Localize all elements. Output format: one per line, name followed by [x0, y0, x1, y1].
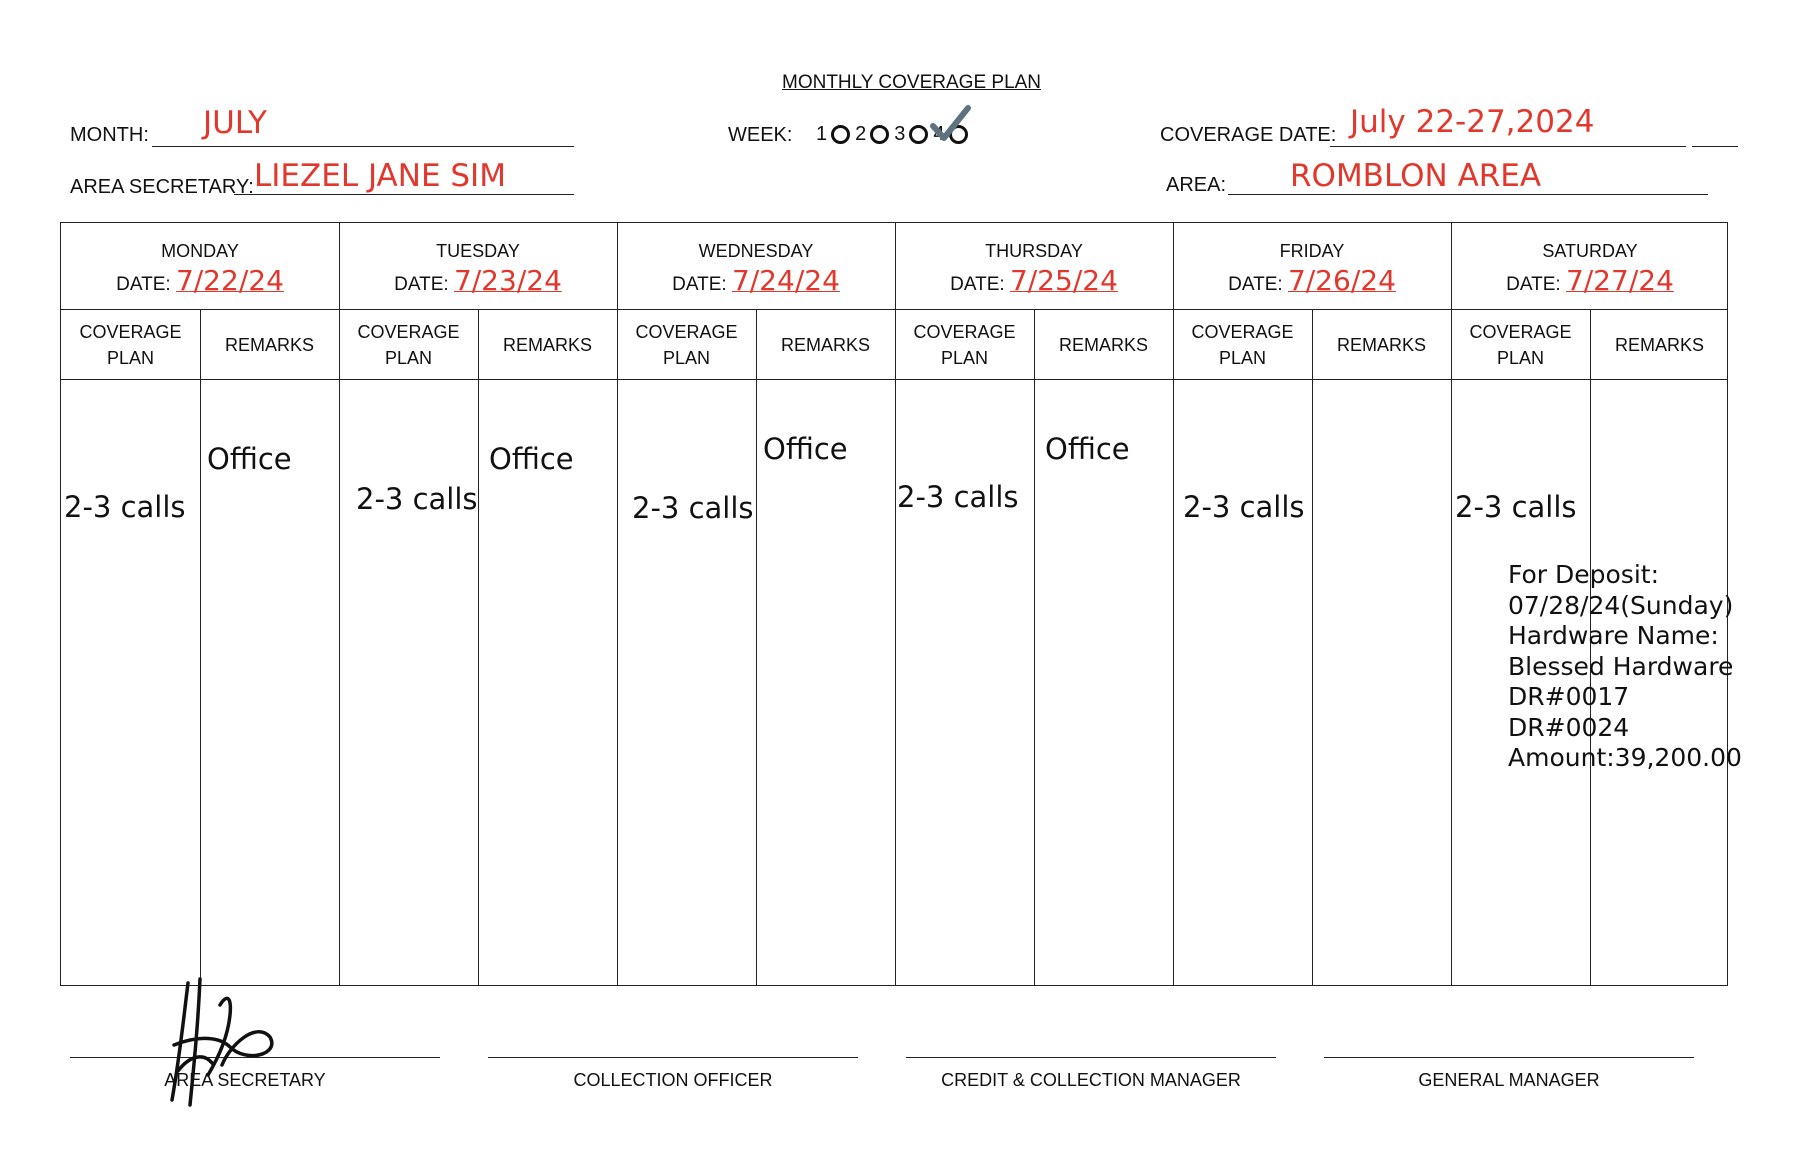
day-name: MONDAY: [161, 241, 239, 261]
day-name: FRIDAY: [1279, 241, 1345, 261]
signature-label-collection-officer: COLLECTION OFFICER: [573, 1070, 773, 1090]
area-secretary-value[interactable]: LIEZEL JANE SIM: [254, 158, 506, 194]
wednesday-remarks[interactable]: Office: [763, 432, 848, 466]
signature-line-collection-officer[interactable]: [488, 1057, 858, 1058]
coverage-plan-header: COVERAGE PLAN: [1469, 322, 1572, 368]
remarks-header: REMARKS: [224, 335, 314, 355]
date-value[interactable]: 7/23/24: [453, 264, 562, 297]
thursday-remarks[interactable]: Office: [1045, 432, 1130, 466]
week-option-2-radio[interactable]: [870, 125, 889, 144]
week-label: WEEK:: [728, 124, 793, 146]
deposit-note-line: For Deposit:: [1508, 560, 1660, 589]
deposit-note-line: DR#0017: [1508, 682, 1630, 711]
week-option-4-label: 4: [933, 123, 945, 145]
area-secretary-label: AREA SECRETARY:: [70, 176, 254, 198]
day-name: SATURDAY: [1542, 241, 1638, 261]
date-value[interactable]: 7/22/24: [175, 264, 284, 297]
remarks-header: REMARKS: [1614, 335, 1704, 355]
day-header-wednesday: [617, 241, 895, 297]
signature-label-credit-collection-manager: CREDIT & COLLECTION MANAGER: [941, 1070, 1241, 1090]
signature-label-general-manager: GENERAL MANAGER: [1418, 1070, 1600, 1090]
tuesday-plan[interactable]: 2-3 calls: [356, 482, 478, 516]
week-option-1-radio[interactable]: [831, 125, 850, 144]
remarks-header: REMARKS: [1336, 335, 1426, 355]
remarks-header: REMARKS: [502, 335, 592, 355]
sub-divider: [1034, 309, 1035, 985]
deposit-note-line: Blessed Hardware: [1508, 651, 1734, 681]
area-underline: [1228, 194, 1708, 195]
table-row-divider: [61, 309, 1727, 310]
coverage-date-underline-end: [1692, 146, 1738, 147]
remarks-header: REMARKS: [1058, 335, 1148, 355]
thursday-plan[interactable]: 2-3 calls: [897, 480, 1019, 514]
coverage-table: [60, 222, 1728, 986]
day-header-monday: [61, 241, 339, 297]
coverage-date-label: COVERAGE DATE:: [1160, 124, 1337, 146]
area-value[interactable]: ROMBLON AREA: [1290, 158, 1542, 194]
coverage-plan-header: COVERAGE PLAN: [357, 322, 460, 368]
month-label: MONTH:: [70, 124, 149, 146]
sub-divider: [756, 309, 757, 985]
month-value[interactable]: JULY: [203, 105, 267, 141]
sub-divider: [200, 309, 201, 985]
date-label: DATE:: [394, 274, 449, 295]
monday-plan[interactable]: 2-3 calls: [64, 490, 186, 524]
signature-label-area-secretary: AREA SECRETARY: [164, 1070, 326, 1090]
deposit-note[interactable]: [1508, 560, 1742, 774]
coverage-plan-header: COVERAGE PLAN: [79, 322, 182, 368]
friday-plan[interactable]: 2-3 calls: [1183, 490, 1305, 524]
week-option-3-radio[interactable]: [909, 125, 928, 144]
table-row-divider: [61, 379, 1727, 380]
day-header-tuesday: [339, 241, 617, 297]
date-value[interactable]: 7/25/24: [1009, 264, 1118, 297]
coverage-date-value[interactable]: July 22-27,2024: [1350, 104, 1595, 140]
date-label: DATE:: [672, 274, 727, 295]
day-name: THURSDAY: [985, 241, 1083, 261]
month-underline: [152, 146, 574, 147]
saturday-plan[interactable]: 2-3 calls: [1455, 490, 1577, 524]
coverage-date-underline: [1330, 146, 1686, 147]
date-value[interactable]: 7/24/24: [731, 264, 840, 297]
coverage-plan-header: COVERAGE PLAN: [913, 322, 1016, 368]
week-option-1-label: 1: [816, 123, 828, 145]
date-label: DATE:: [116, 274, 171, 295]
date-value[interactable]: 7/27/24: [1565, 264, 1674, 297]
form-title: MONTHLY COVERAGE PLAN: [782, 72, 1042, 93]
remarks-header: REMARKS: [780, 335, 870, 355]
day-header-friday: [1173, 241, 1451, 297]
sub-divider: [1312, 309, 1313, 985]
week-option-2-label: 2: [855, 123, 867, 145]
day-header-saturday: [1451, 241, 1729, 297]
area-secretary-underline: [234, 194, 574, 195]
signature-line-general-manager[interactable]: [1324, 1057, 1694, 1058]
monday-remarks[interactable]: Office: [207, 442, 292, 476]
week-option-3-label: 3: [894, 123, 906, 145]
date-label: DATE:: [1506, 274, 1561, 295]
day-name: WEDNESDAY: [698, 241, 814, 261]
date-value[interactable]: 7/26/24: [1287, 264, 1396, 297]
signature-line-credit-collection-manager[interactable]: [906, 1057, 1276, 1058]
tuesday-remarks[interactable]: Office: [489, 442, 574, 476]
wednesday-plan[interactable]: 2-3 calls: [632, 491, 754, 525]
deposit-note-line: Hardware Name:: [1508, 621, 1719, 650]
day-name: TUESDAY: [436, 241, 520, 261]
coverage-plan-header: COVERAGE PLAN: [1191, 322, 1294, 368]
sub-divider: [478, 309, 479, 985]
day-header-thursday: [895, 241, 1173, 297]
area-label: AREA:: [1166, 174, 1227, 196]
deposit-note-line: 07/28/24(Sunday): [1508, 590, 1734, 620]
week-4-checkmark-icon: [930, 104, 974, 148]
deposit-note-line: DR#0024: [1508, 712, 1630, 742]
deposit-note-line: Amount:39,200.00: [1508, 743, 1742, 772]
date-label: DATE:: [1228, 274, 1283, 295]
handwritten-signature-icon: [160, 975, 290, 1110]
date-label: DATE:: [950, 274, 1005, 295]
coverage-plan-header: COVERAGE PLAN: [635, 322, 738, 368]
